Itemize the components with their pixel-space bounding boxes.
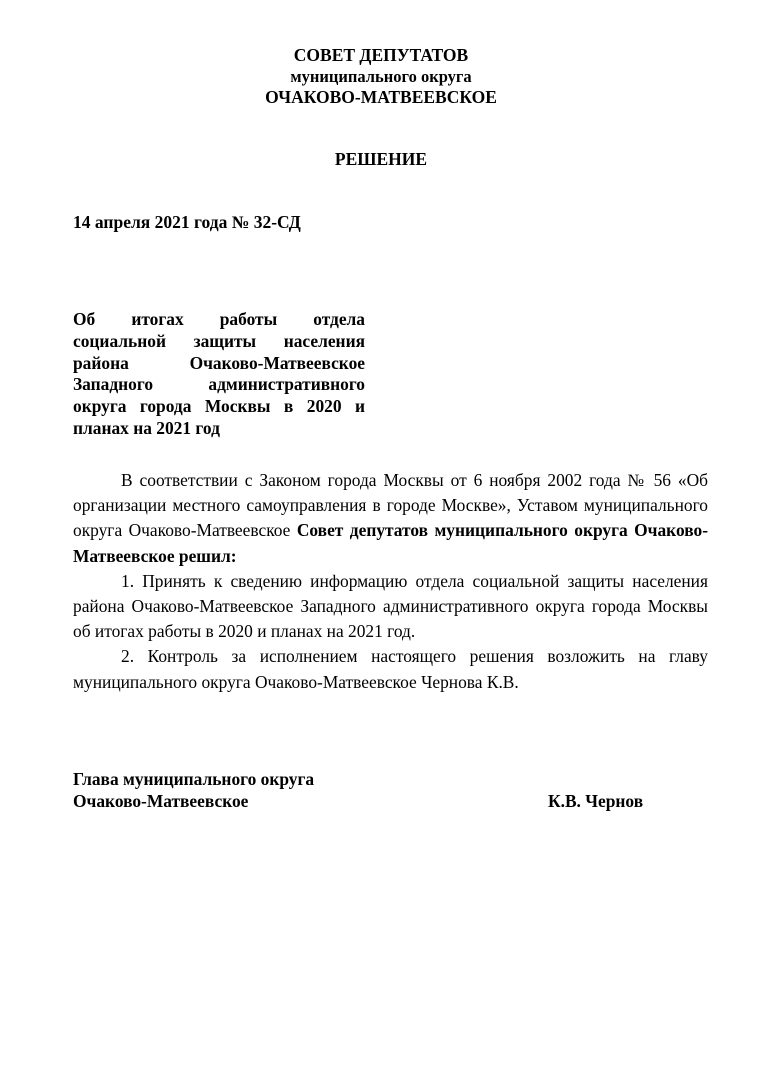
issuer-subtitle: муниципального округа [290,67,472,86]
preamble-paragraph [73,468,708,569]
issuer-header [0,45,762,108]
signatory-name: К.В. Чернов [548,791,644,811]
preamble-text: В соответствии с Законом города Москвы от 6 ноября 2002 года № 56 «Об организации местного самоуправления в городе Москве», Уставом муниципального округа Очаково-Матвеевское [73,470,708,541]
issuer-name: СОВЕТ ДЕПУТАТОВ [293,45,469,65]
decision-item-2: 2. Контроль за исполнением настоящего решения возложить на главу муниципального округа Очаково-Матвеевское Чернова К.В. [73,646,708,692]
signatory-position-line1: Глава муниципального округа [73,769,315,789]
signatory-position-line2: Очаково-Матвеевское [73,791,249,811]
decision-subject: Об итогах работы отдела социальной защиты населения района Очаково-Матвеевское Западного административного округа города Москвы в 2020 и планах на 2021 год [73,309,365,438]
preamble-resolution: Совет депутатов муниципального округа Очаково-Матвеевское решил: [73,520,708,566]
district-name: ОЧАКОВО-МАТВЕЕВСКОЕ [265,87,497,107]
signature-row [73,790,708,812]
document-title: РЕШЕНИЕ [334,149,428,169]
signature-block [73,768,708,812]
date-and-number: 14 апреля 2021 года № 32-СД [73,212,301,232]
decision-item-1: 1. Принять к сведению информацию отдела социальной защиты населения района Очаково-Матвеевское Западного административного округа города Москвы об итогах работы в 2020 и планах на 2021 год. [73,570,708,642]
decision-body [73,468,708,695]
